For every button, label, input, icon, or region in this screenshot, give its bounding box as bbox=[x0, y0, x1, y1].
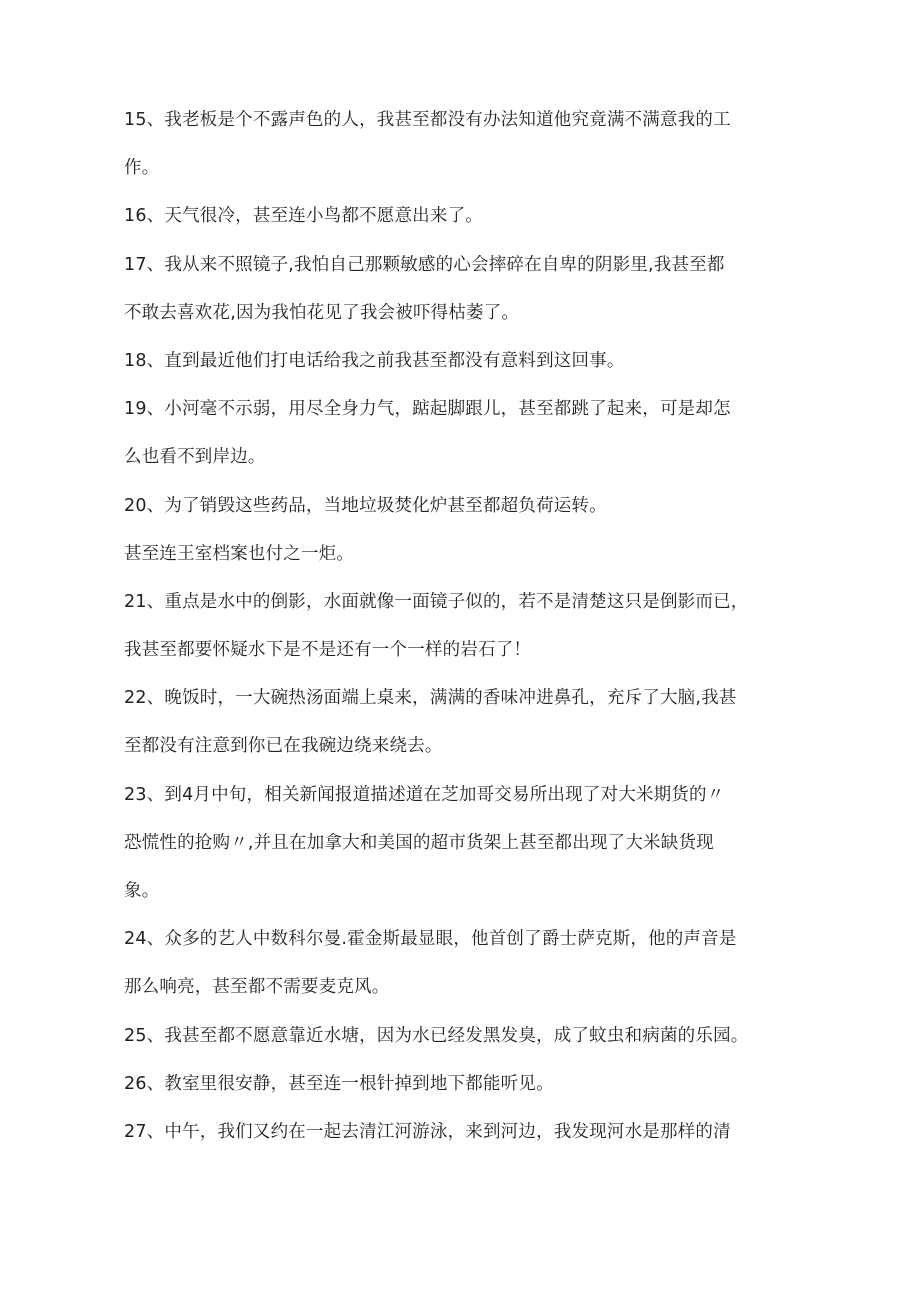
text-line: 恐慌性的抢购〃,并且在加拿大和美国的超市货架上甚至都出现了大米缺货现 bbox=[124, 832, 714, 853]
text-line: 17、我从来不照镜子,我怕自己那颗敏感的心会摔碎在自卑的阴影里,我甚至都 bbox=[124, 254, 725, 275]
text-line: 24、众多的艺人中数科尔曼.霍金斯最显眼，他首创了爵士萨克斯，他的声音是 bbox=[124, 929, 737, 950]
text-line: 我甚至都要怀疑水下是不是还有一个一样的岩石了！ bbox=[124, 640, 532, 661]
text-line: 19、小河毫不示弱，用尽全身力气，踮起脚跟儿，甚至都跳了起来，可是却怎 bbox=[124, 399, 731, 420]
text-line: 23、到4月中旬，相关新闻报道描述道在芝加哥交易所出现了对大米期货的〃 bbox=[124, 784, 725, 805]
text-line: 么也看不到岸边。 bbox=[124, 447, 266, 468]
text-line: 20、为了销毁这些药品，当地垃圾焚化炉甚至都超负荷运转。 bbox=[124, 495, 607, 516]
text-line: 27、中午，我们又约在一起去清江河游泳，来到河边，我发现河水是那样的清 bbox=[124, 1121, 731, 1142]
text-block bbox=[124, 96, 824, 1156]
text-line: 作。 bbox=[124, 158, 160, 179]
text-line: 15、我老板是个不露声色的人，我甚至都没有办法知道他究竟满不满意我的工 bbox=[124, 110, 731, 130]
text-line: 21、重点是水中的倒影，水面就像一面镜子似的，若不是清楚这只是倒影而已， bbox=[124, 591, 749, 612]
text-line: 25、我甚至都不愿意靠近水塘，因为水已经发黑发臭，成了蚊虫和病菌的乐园。 bbox=[124, 1025, 749, 1046]
text-line: 26、教室里很安静，甚至连一根针掉到地下都能听见。 bbox=[124, 1073, 554, 1094]
text-line: 那么响亮，甚至都不需要麦克风。 bbox=[124, 977, 390, 998]
text-line: 22、晚饭时，一大碗热汤面端上桌来，满满的香味冲进鼻孔，充斥了大脑,我甚 bbox=[124, 688, 737, 709]
text-line: 至都没有注意到你已在我碗边绕来绕去。 bbox=[124, 736, 443, 757]
text-line: 甚至连王室档案也付之一炬。 bbox=[124, 543, 355, 564]
text-line: 象。 bbox=[124, 881, 160, 901]
text-line: 16、天气很冷，甚至连小鸟都不愿意出来了。 bbox=[124, 206, 483, 227]
text-line: 不敢去喜欢花,因为我怕花见了我会被吓得枯萎了。 bbox=[124, 302, 520, 323]
text-line: 18、直到最近他们打电话给我之前我甚至都没有意料到这回事。 bbox=[124, 350, 625, 371]
